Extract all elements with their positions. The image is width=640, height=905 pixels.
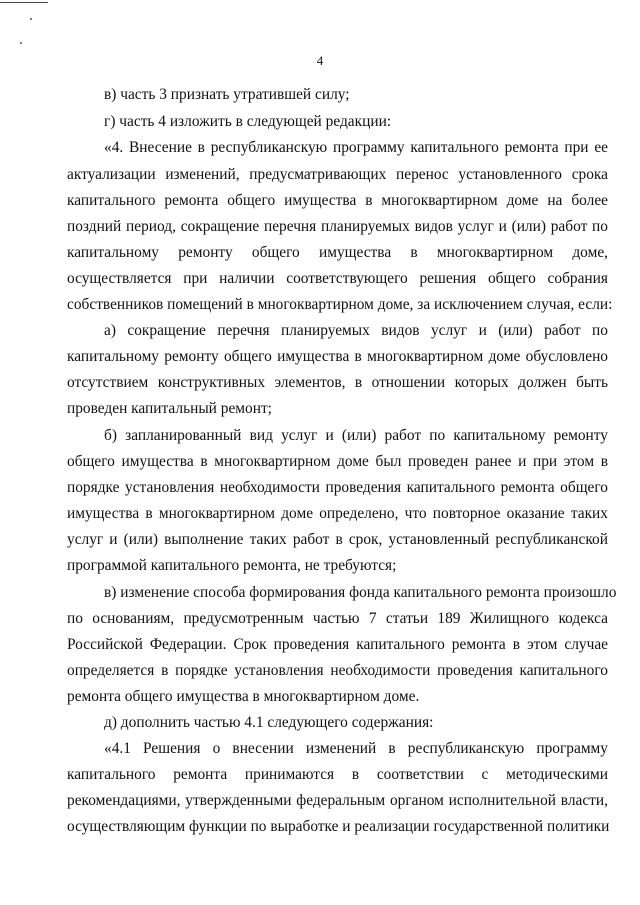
- scan-speck: [20, 42, 22, 44]
- text-line: актуализации изменений, предусматривающих перенос установленного срока: [67, 166, 608, 183]
- scan-speck: [30, 18, 32, 20]
- scan-edge-line: [0, 2, 48, 3]
- text-line: проведен капитальный ремонт;: [67, 400, 272, 417]
- text-line: услуг и (или) выполнение таких работ в срок, установленный республиканской: [67, 531, 608, 548]
- text-line: г) часть 4 изложить в следующей редакции:: [104, 113, 392, 130]
- text-line: осуществляется при наличии соответствующего решения общего собрания: [67, 270, 608, 287]
- text-line: капитального ремонта общего имущества в многоквартирном доме на более: [67, 192, 608, 209]
- text-line: ремонта общего имущества в многоквартирном доме.: [67, 688, 420, 705]
- text-line: капитальному ремонту общего имущества в многоквартирном доме обусловлено: [67, 348, 608, 365]
- text-line: порядке установления необходимости проведения капитального ремонта общего: [67, 479, 608, 496]
- text-line: программой капитального ремонта, не требуются;: [67, 557, 397, 574]
- text-line: капитального ремонта принимаются в соответствии с методическими: [67, 766, 608, 783]
- text-line: имущества в многоквартирном доме определено, что повторное оказание таких: [67, 505, 608, 522]
- text-line: по основаниям, предусмотренным частью 7 статьи 189 Жилищного кодекса: [67, 610, 608, 627]
- text-line: капитальному ремонту общего имущества в многоквартирном доме,: [67, 244, 608, 261]
- text-line: отсутствием конструктивных элементов, в отношении которых должен быть: [67, 374, 608, 391]
- text-line: поздний период, сокращение перечня планируемых видов услуг и (или) работ по: [67, 218, 608, 235]
- text-line: в) часть 3 признать утратившей силу;: [104, 86, 350, 103]
- text-line: а) сокращение перечня планируемых видов услуг и (или) работ по: [104, 322, 608, 339]
- text-line: «4.1 Решения о внесении изменений в республиканскую программу: [104, 740, 608, 757]
- text-line: «4. Внесение в республиканскую программу капитального ремонта при ее: [104, 139, 608, 156]
- text-line: общего имущества в многоквартирном доме был проведен ранее и при этом в: [67, 453, 608, 470]
- text-line: рекомендациями, утвержденными федеральным органом исполнительной власти,: [67, 792, 608, 809]
- text-line: б) запланированный вид услуг и (или) работ по капитальному ремонту: [104, 427, 608, 444]
- text-line: Российской Федерации. Срок проведения капитального ремонта в этом случае: [67, 636, 608, 653]
- text-line: осуществляющим функции по выработке и реализации государственной политики: [67, 818, 610, 835]
- text-line: в) изменение способа формирования фонда капитального ремонта произошло: [104, 584, 617, 601]
- text-line: д) дополнить частью 4.1 следующего содержания:: [104, 714, 434, 731]
- text-line: определяется в порядке установления необходимости проведения капитального: [67, 662, 608, 679]
- page-number: 4: [316, 53, 324, 68]
- text-line: собственников помещений в многоквартирном доме, за исключением случая, если:: [67, 296, 613, 313]
